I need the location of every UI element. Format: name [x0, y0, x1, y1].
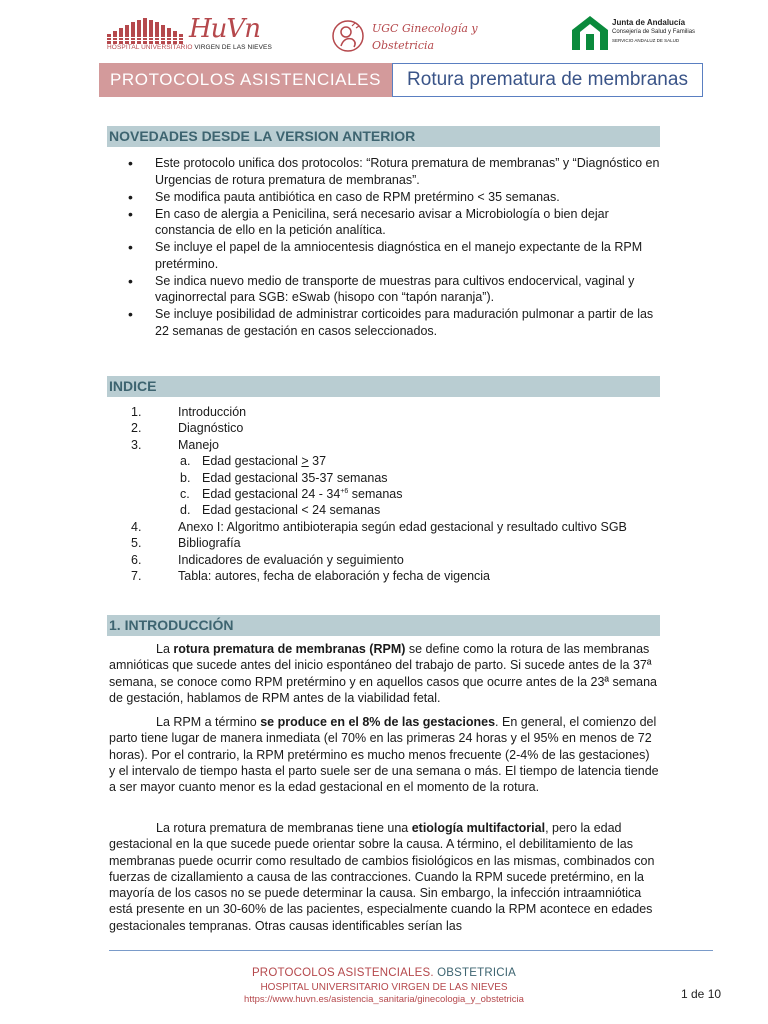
p1-pre: La: [156, 642, 174, 656]
index-item: [131, 519, 671, 535]
hospital-name-part2: VIRGEN DE LAS NIEVES: [194, 44, 272, 51]
page-number: 1 de 10: [681, 987, 722, 1001]
footer-series: [0, 967, 768, 979]
index-text: Tabla: autores, fecha de elaboración y fecha de vigencia: [178, 568, 491, 583]
intro-paragraph-1: [109, 641, 659, 706]
novedades-heading: NOVEDADES DESDE LA VERSION ANTERIOR: [107, 126, 660, 147]
introduccion-heading: 1. INTRODUCCIÓN: [107, 615, 660, 636]
footer-specialty: OBSTETRICIA: [437, 967, 517, 979]
subtext-prefix: Edad gestacional: [202, 454, 302, 469]
index-subtext: Edad gestacional 35-37 semanas: [202, 470, 388, 485]
index-subnumber: b.: [180, 470, 191, 485]
index-subnumber: a.: [180, 454, 191, 469]
index-item: [131, 437, 671, 453]
list-item: • En caso de alergia a Penicilina, será necesario avisar a Microbiología o bien dejar constancia de ello en la petición analítica.: [128, 206, 660, 239]
index-text: Manejo: [178, 437, 219, 452]
intro-paragraph-2: [109, 714, 659, 795]
p1-mid2: semana, se conoce como RPM pretérmino y en aquellos casos que ocurre antes de la 23: [109, 674, 605, 689]
index-text: Anexo I: Algoritmo antibioterapia según edad gestacional y resultado cultivo SGB: [178, 519, 627, 534]
index-subitem: [131, 486, 671, 502]
intro-paragraph-3: [109, 820, 659, 934]
ugc-name: [372, 20, 478, 54]
index-item: [131, 404, 671, 420]
subtext-suffix: semanas: [348, 486, 403, 501]
hospital-logo: [107, 14, 272, 54]
index-item: [131, 552, 671, 568]
subtext-prefix: Edad gestacional 24 - 34: [202, 486, 341, 501]
p1-ordinal-2: ª: [604, 674, 610, 689]
junta-title: Junta de Andalucía: [612, 18, 686, 27]
list-item: • Se indica nuevo medio de transporte de muestras para cultivos endocervical, vaginal y vaginorrectal para SGB: eSwab (hisopo con “tapón naranja”).: [128, 273, 660, 306]
subtext-superscript: +6: [340, 487, 349, 495]
index-item: [131, 535, 671, 551]
footer-series-label: PROTOCOLOS ASISTENCIALES.: [251, 967, 438, 979]
list-item: • Este protocolo unifica dos protocolos: “Rotura prematura de membranas” y “Diagnóstico en Urgencias de rotura prematura de membranas”.: [128, 155, 660, 188]
footer-hospital: HOSPITAL UNIVERSITARIO VIRGEN DE LAS NIEVES: [260, 982, 508, 993]
junta-service: SERVICIO ANDALUZ DE SALUD: [612, 38, 680, 43]
p3-bold: etiología multifactorial: [411, 821, 546, 835]
hospital-mark: HuVn: [189, 14, 260, 44]
ugc-name-line1: UGC Ginecología y: [372, 22, 478, 35]
index-subnumber: c.: [180, 486, 190, 501]
junta-logo: [570, 14, 730, 54]
index-subitem: [131, 502, 671, 518]
ugc-emblem-icon: [330, 18, 366, 54]
p1-bold: rotura prematura de membranas (RPM): [173, 642, 406, 656]
index-item: [131, 568, 671, 584]
junta-arch-icon: [570, 14, 610, 52]
p2-post: . En general, el comienzo del parto tiene lugar de manera inmediata (el 70% en las primeras 24 horas y el 95% en menos de 72 horas). Por el contrario, la RPM pretérmino es mucho menos frecuente (2-4% de las gestaciones) y el intervalo de tiempo hasta el parto suele ser de una semana o más. El tiempo de latencia tiende a ser mayor cuanto menor es la edad gestacional en el momento de la rotura.: [109, 715, 659, 795]
p1-mid: se define como la rotura de las membranas amnióticas que sucede antes del inicio espontáneo del trabajo de parto. Si sucede antes de la 37: [109, 642, 650, 673]
list-item: • Se modifica pauta antibiótica en caso de RPM pretérmino < 35 semanas.: [128, 189, 660, 206]
junta-subtitle: Consejería de Salud y Familias: [612, 29, 696, 35]
novedades-list: [128, 155, 660, 340]
subtext-symbol: >: [301, 454, 309, 469]
hospital-name: [107, 44, 272, 51]
indice-heading: INDICE: [107, 376, 660, 397]
index-subtext: Edad gestacional < 24 semanas: [202, 503, 381, 518]
index-number: 2.: [131, 421, 142, 436]
series-title: PROTOCOLOS ASISTENCIALES: [99, 63, 392, 97]
index-number: 7.: [131, 568, 142, 583]
index-text: Introducción: [178, 405, 247, 419]
index-subitem: [131, 453, 671, 469]
index-text: Indicadores de evaluación y seguimiento: [178, 552, 404, 567]
ugc-logo: [330, 18, 490, 58]
subtext-suffix: 37: [308, 454, 327, 469]
index-number: 1.: [131, 405, 142, 419]
ugc-name-line2: Obstetricia: [372, 39, 435, 52]
index-item: [131, 420, 671, 436]
list-item: • Se incluye posibilidad de administrar corticoides para maduración pulmonar a partir de las 22 semanas de gestación en casos seleccionados.: [128, 306, 660, 339]
index-list: [131, 404, 671, 584]
index-number: 4.: [131, 519, 142, 534]
p3-post: , pero la edad gestacional en la que sucede puede orientar sobre la causa. A término, el debilitamiento de las membranas puede ocurrir como resultado de cambios fisiológicos en las mismas, combinados con fuerzas de cizallamiento a causa de las contracciones. Cuando la RPM sucede pretérmino, en la mayoría de los casos no se puede determinar la causa. Sin embargo, la infección intraamniótica está presente en un 30-60% de las pacientes, especialmente cuando la RPM acontece en edades gestacionales tempranas. Otras causas identificables serían las: [109, 821, 655, 933]
p2-bold: se produce en el 8% de las gestaciones: [260, 715, 496, 729]
index-subnumber: d.: [180, 503, 191, 518]
index-subitem: [131, 470, 671, 486]
hospital-building-icon: [107, 18, 191, 44]
hospital-name-part1: HOSPITAL UNIVERSITARIO: [107, 44, 193, 51]
document-title: Rotura prematura de membranas: [392, 63, 703, 97]
index-text: Bibliografía: [178, 536, 241, 551]
index-number: 5.: [131, 536, 142, 551]
p1-ordinal-1: ª: [646, 658, 652, 673]
list-item: • Se incluye el papel de la amniocentesis diagnóstica en el manejo expectante de la RPM pretérmino.: [128, 239, 660, 272]
p2-pre: La RPM a término: [156, 715, 261, 729]
p3-pre: La rotura prematura de membranas tiene una: [156, 821, 412, 835]
footer-divider: [109, 950, 713, 951]
index-subtext: [202, 486, 402, 502]
p1-post: semana de gestación, hablamos de RPM antes de la viabilidad fetal.: [109, 674, 658, 705]
index-subtext: [202, 453, 326, 469]
index-text: Diagnóstico: [178, 421, 244, 436]
footer-url[interactable]: https://www.huvn.es/asistencia_sanitaria/ginecologia_y_obstetricia: [244, 994, 524, 1005]
index-number: 3.: [131, 437, 142, 452]
index-number: 6.: [131, 552, 142, 567]
